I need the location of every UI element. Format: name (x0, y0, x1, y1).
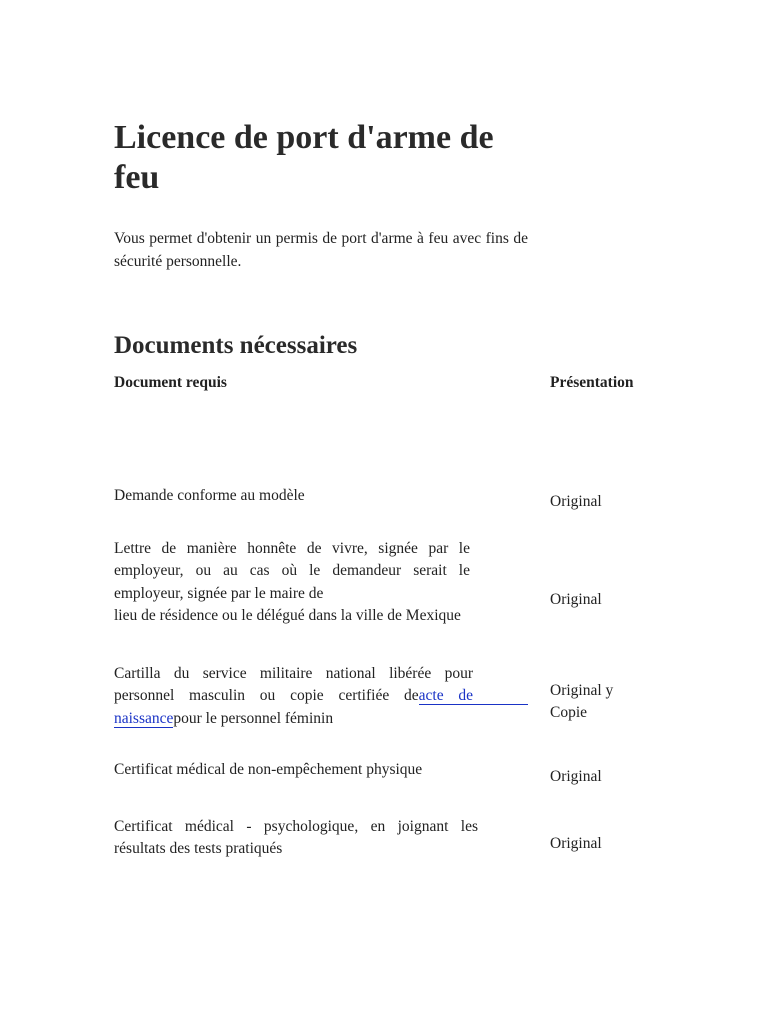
presentation-cell: Original (550, 835, 602, 852)
page-intro: Vous permet d'obtenir un permis de port d'arme à feu avec fins de sécurité personnelle. (114, 230, 528, 270)
presentation-cell: Original (550, 591, 602, 608)
document-cell-text: lieu de résidence ou le délégué dans la ville de Mexique (114, 606, 461, 624)
document-cell-text: Lettre de manière honnête de vivre, signée par le employeur, ou au cas où le demandeur serait le employeur, signée par le maire de (114, 540, 470, 602)
birth-certificate-link[interactable]: acte de naissance (114, 687, 473, 727)
presentation-cell: Original (550, 493, 602, 510)
document-cell: Certificat médical de non-empêchement physique (114, 761, 423, 778)
section-title-documents: Documents nécessaires (114, 332, 358, 359)
presentation-cell: Original y Copie (550, 682, 614, 721)
presentation-cell: Original (550, 768, 602, 785)
page-title: Licence de port d'arme de feu (114, 119, 494, 196)
link-underline (468, 704, 528, 705)
document-cell-text: pour le personnel féminin (173, 709, 334, 727)
document-cell (114, 663, 473, 730)
document-cell: Demande conforme au modèle (114, 487, 305, 504)
document-cell-text: Cartilla du service militaire national libérée pour personnel masculin ou copie certifiée de (114, 665, 473, 705)
document-cell: Certificat médical - psychologique, en joignant les résultats des tests pratiqués (114, 818, 478, 858)
document-cell (114, 538, 470, 627)
column-header-document: Document requis (114, 374, 227, 391)
column-header-presentation: Présentation (550, 374, 634, 391)
